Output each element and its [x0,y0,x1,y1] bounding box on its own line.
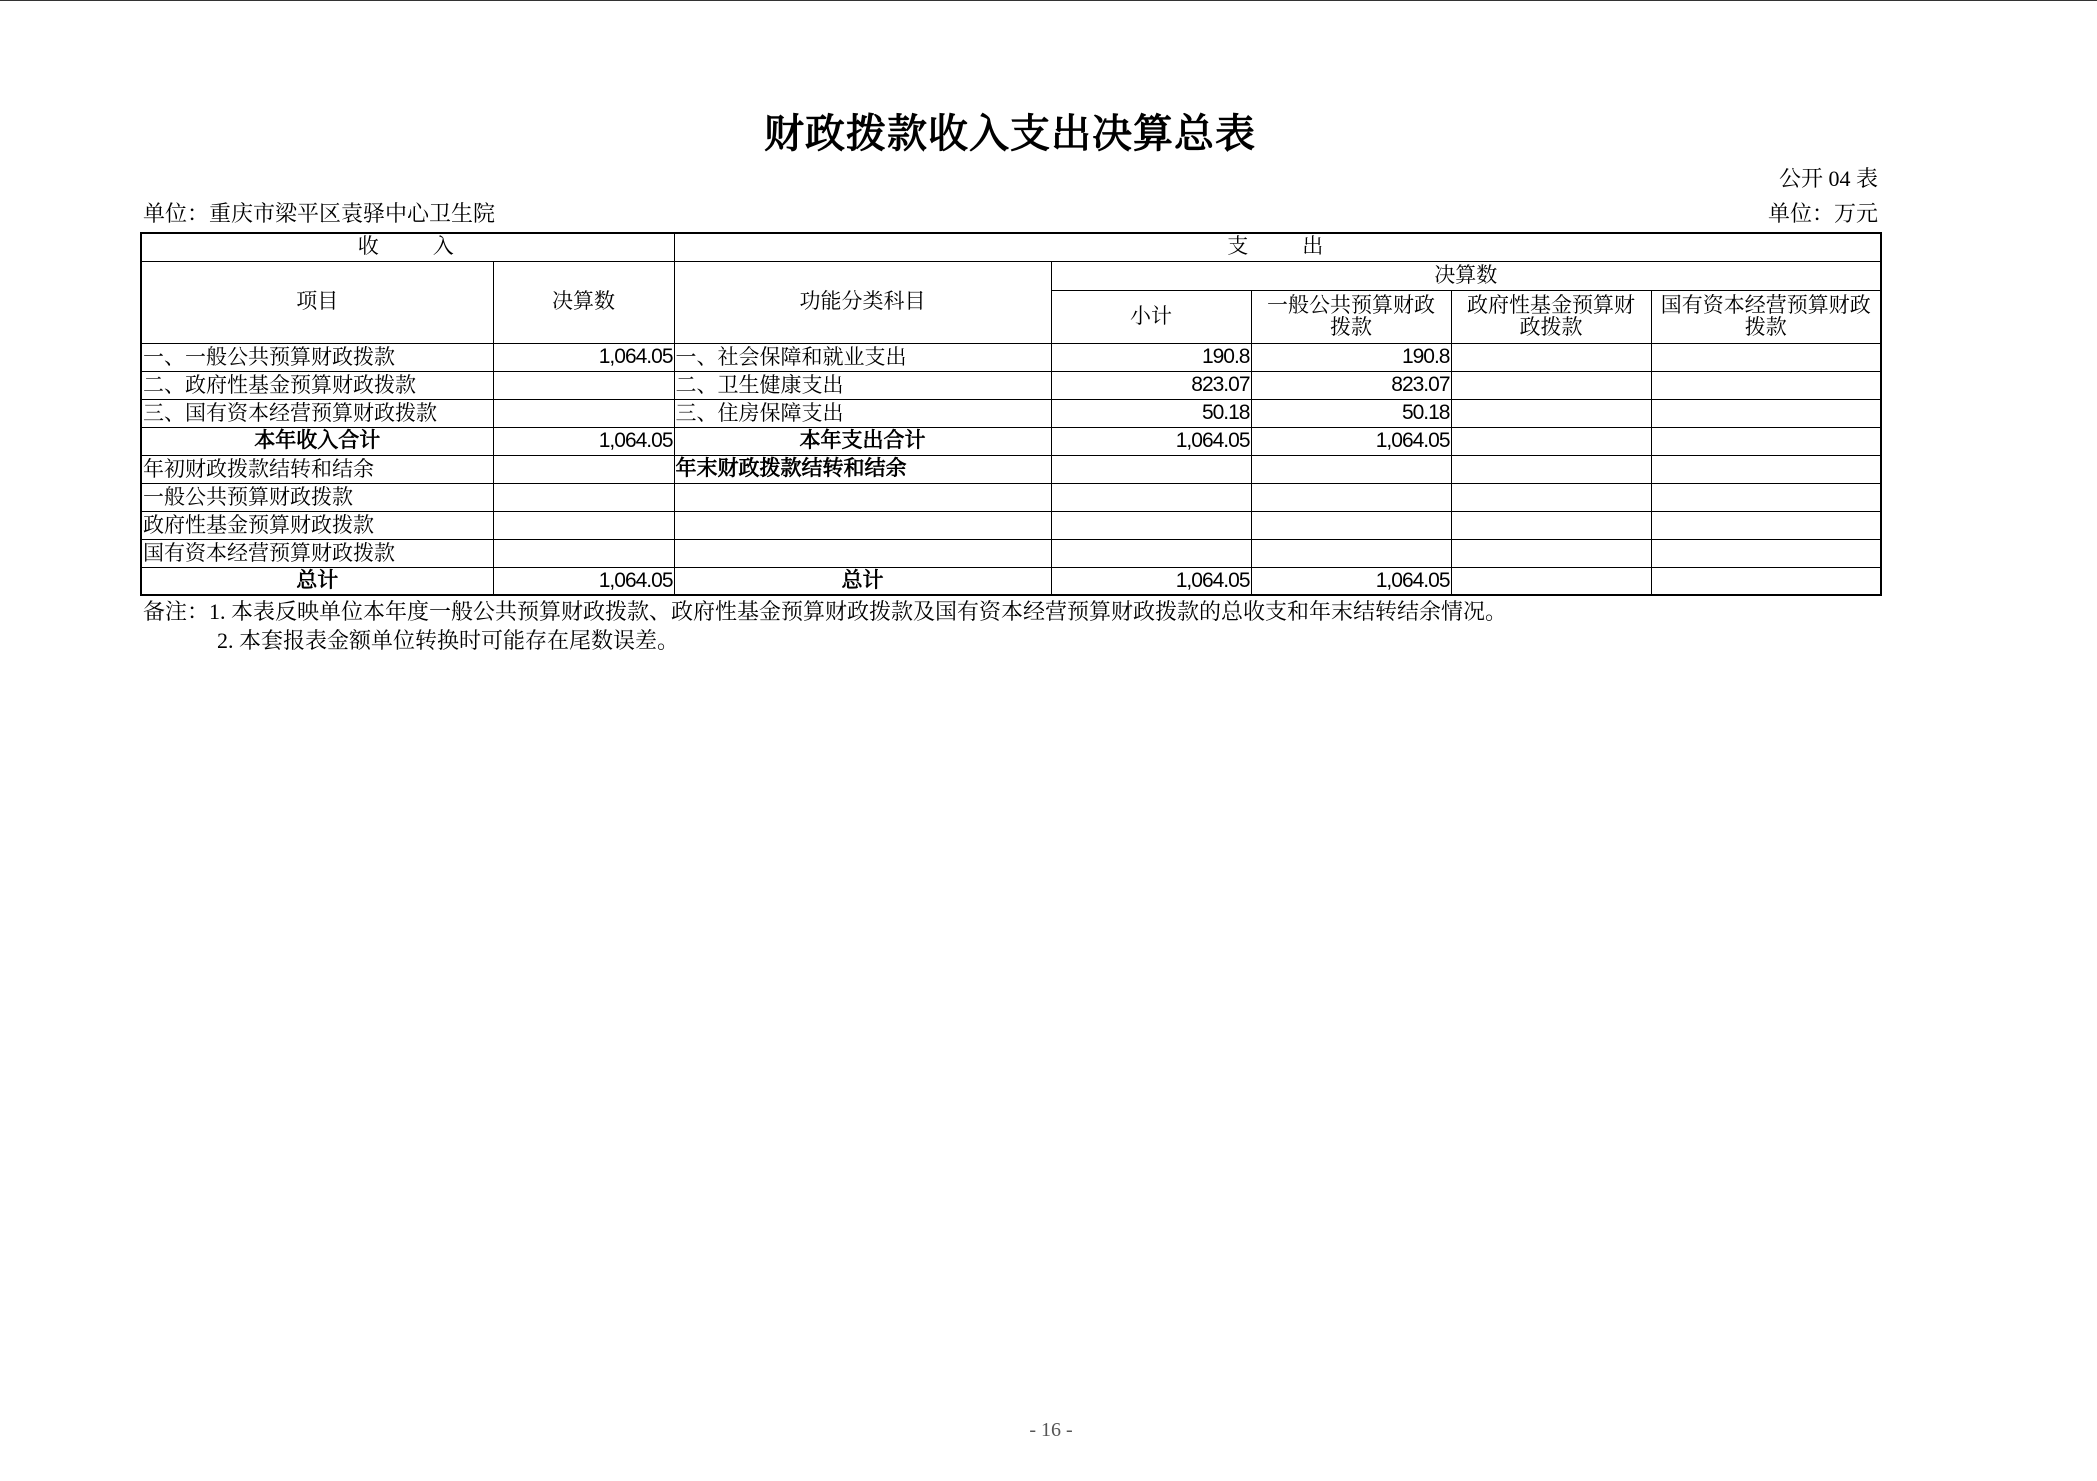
note-line-1: 备注：1. 本表反映单位本年度一般公共预算财政拨款、政府性基金预算财政拨款及国有资本经营预算财政拨款的总收支和年末结转结余情况。 [143,599,1508,624]
state-capital-cell [1651,455,1881,483]
table-row [141,343,1881,371]
gov-fund-header: 政府性基金预算财 政拨款 [1451,290,1651,343]
state-capital-cell [1651,567,1881,595]
settlement-table [140,232,1882,596]
expense-item-cell [674,511,1051,539]
general-budget-cell: 50.18 [1251,399,1451,427]
subtotal-cell [1051,483,1251,511]
note-line-2: 2. 本套报表金额单位转换时可能存在尾数误差。 [217,628,680,653]
income-amount-cell [493,455,674,483]
general-budget-cell [1251,539,1451,567]
income-item-cell: 政府性基金预算财政拨款 [141,511,493,539]
state-capital-cell [1651,427,1881,455]
form-number: 公开 04 表 [1778,166,1878,191]
page-number: - 16 - [1029,1419,1073,1441]
table-row [141,371,1881,399]
general-budget-cell: 1,064.05 [1251,427,1451,455]
table-row-grand-total [141,567,1881,595]
state-capital-cell [1651,483,1881,511]
general-budget-cell [1251,483,1451,511]
expense-item-cell: 二、卫生健康支出 [674,371,1051,399]
subtotal-cell [1051,455,1251,483]
income-amount-cell: 1,064.05 [493,427,674,455]
subtotal-cell [1051,539,1251,567]
table-row [141,511,1881,539]
general-budget-cell [1251,455,1451,483]
general-budget-header: 一般公共预算财政 拨款 [1251,290,1451,343]
currency-unit: 单位：万元 [1767,201,1878,226]
income-item-cell: 一般公共预算财政拨款 [141,483,493,511]
header-row [141,233,1881,261]
gov-fund-cell [1451,427,1651,455]
gov-fund-cell [1451,399,1651,427]
gov-fund-cell [1451,343,1651,371]
expense-group-header: 支 出 [674,233,1881,261]
income-amount-cell [493,511,674,539]
expense-item-cell: 三、住房保障支出 [674,399,1051,427]
expense-item-cell: 总计 [674,567,1051,595]
table-row-carryover [141,455,1881,483]
income-item-cell: 一、一般公共预算财政拨款 [141,343,493,371]
state-capital-cell [1651,539,1881,567]
function-class-header: 功能分类科目 [674,261,1051,343]
expense-item-cell: 年末财政拨款结转和结余 [674,455,1051,483]
income-item-cell: 国有资本经营预算财政拨款 [141,539,493,567]
income-amount-cell: 1,064.05 [493,567,674,595]
final-amount-header: 决算数 [1051,261,1881,290]
table-row [141,399,1881,427]
income-amount-cell [493,483,674,511]
state-capital-cell [1651,399,1881,427]
income-amount-cell [493,371,674,399]
income-amount-cell: 1,064.05 [493,343,674,371]
state-capital-cell [1651,343,1881,371]
general-budget-cell [1251,511,1451,539]
header-row [141,261,1881,290]
subtotal-cell: 190.8 [1051,343,1251,371]
gov-fund-cell [1451,539,1651,567]
subtotal-cell [1051,511,1251,539]
gov-fund-cell [1451,567,1651,595]
general-budget-cell: 823.07 [1251,371,1451,399]
subtotal-cell: 1,064.05 [1051,567,1251,595]
income-item-cell: 二、政府性基金预算财政拨款 [141,371,493,399]
state-capital-cell [1651,371,1881,399]
state-capital-cell [1651,511,1881,539]
income-item-cell: 三、国有资本经营预算财政拨款 [141,399,493,427]
gov-fund-cell [1451,483,1651,511]
income-item-cell: 本年收入合计 [141,427,493,455]
subtotal-header: 小计 [1051,290,1251,343]
gov-fund-cell [1451,455,1651,483]
general-budget-cell: 1,064.05 [1251,567,1451,595]
gov-fund-cell [1451,371,1651,399]
expense-item-cell [674,483,1051,511]
expense-item-cell [674,539,1051,567]
amount-header: 决算数 [493,261,674,343]
income-amount-cell [493,539,674,567]
income-amount-cell [493,399,674,427]
income-item-cell: 总计 [141,567,493,595]
subtotal-cell: 823.07 [1051,371,1251,399]
gov-fund-cell [1451,511,1651,539]
table-row [141,483,1881,511]
subtotal-cell: 50.18 [1051,399,1251,427]
expense-item-cell: 一、社会保障和就业支出 [674,343,1051,371]
income-item-cell: 年初财政拨款结转和结余 [141,455,493,483]
table-row-year-total [141,427,1881,455]
table-row [141,539,1881,567]
subtotal-cell: 1,064.05 [1051,427,1251,455]
item-header: 项目 [141,261,493,343]
general-budget-cell: 190.8 [1251,343,1451,371]
state-capital-header: 国有资本经营预算财政 拨款 [1651,290,1881,343]
top-rule [0,0,2097,1]
income-group-header: 收 入 [141,233,674,261]
page-title: 财政拨款收入支出决算总表 [764,112,1256,156]
reporting-unit: 单位：重庆市梁平区袁驿中心卫生院 [143,201,496,226]
expense-item-cell: 本年支出合计 [674,427,1051,455]
